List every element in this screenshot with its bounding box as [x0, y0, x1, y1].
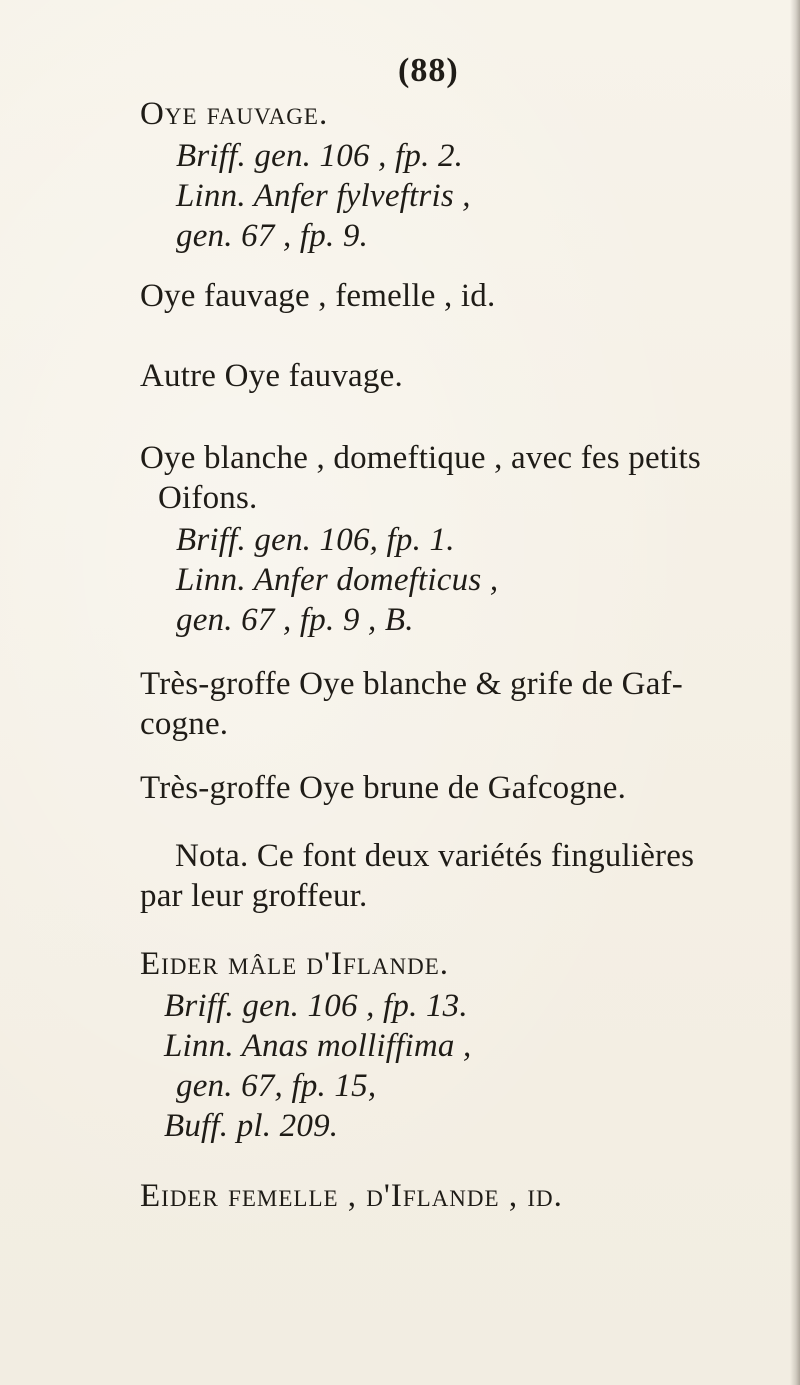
entry-autre-oye-fauvage: Autre Oye fauvage.: [140, 358, 403, 394]
entry-tres-grosse-blanche: Très-groffe Oye blanche & grife de Gaf-: [140, 666, 683, 702]
ref-gen-2: gen. 67 , fp. 9 , B.: [176, 602, 414, 638]
entry-oye-fauvage: Oye fauvage.: [140, 96, 329, 132]
entry-tres-grosse-blanche-cont: cogne.: [140, 706, 229, 742]
ref-briss-3: Briff. gen. 106 , fp. 13.: [164, 988, 468, 1024]
entry-eider-femelle: Eider femelle , d'Iflande , id.: [140, 1178, 563, 1214]
entry-tres-grosse-brune: Très-groffe Oye brune de Gafcogne.: [140, 770, 627, 806]
ref-linn-1: Linn. Anfer fylveftris ,: [176, 178, 471, 214]
page-number: (88): [398, 52, 459, 89]
ref-linn-3: Linn. Anas molliffima ,: [164, 1028, 472, 1064]
nota-text: Nota. Ce font deux variétés fingulières: [175, 838, 695, 874]
entry-oye-blanche: Oye blanche , domeftique , avec fes petits: [140, 440, 701, 476]
entry-eider-male: Eider mâle d'Iflande.: [140, 946, 449, 982]
ref-linn-2: Linn. Anfer domefticus ,: [176, 562, 499, 598]
page-edge-shadow: [790, 0, 800, 1385]
ref-buff-3: Buff. pl. 209.: [164, 1108, 339, 1144]
nota-text-cont: par leur groffeur.: [140, 878, 368, 914]
ref-briss-2: Briff. gen. 106, fp. 1.: [176, 522, 455, 558]
ref-gen-1: gen. 67 , fp. 9.: [176, 218, 369, 254]
entry-oye-fauvage-femelle: Oye fauvage , femelle , id.: [140, 278, 496, 314]
entry-oye-blanche-cont: Oifons.: [158, 480, 258, 516]
ref-gen-3: gen. 67, fp. 15,: [176, 1068, 377, 1104]
ref-briss-1: Briff. gen. 106 , fp. 2.: [176, 138, 464, 174]
